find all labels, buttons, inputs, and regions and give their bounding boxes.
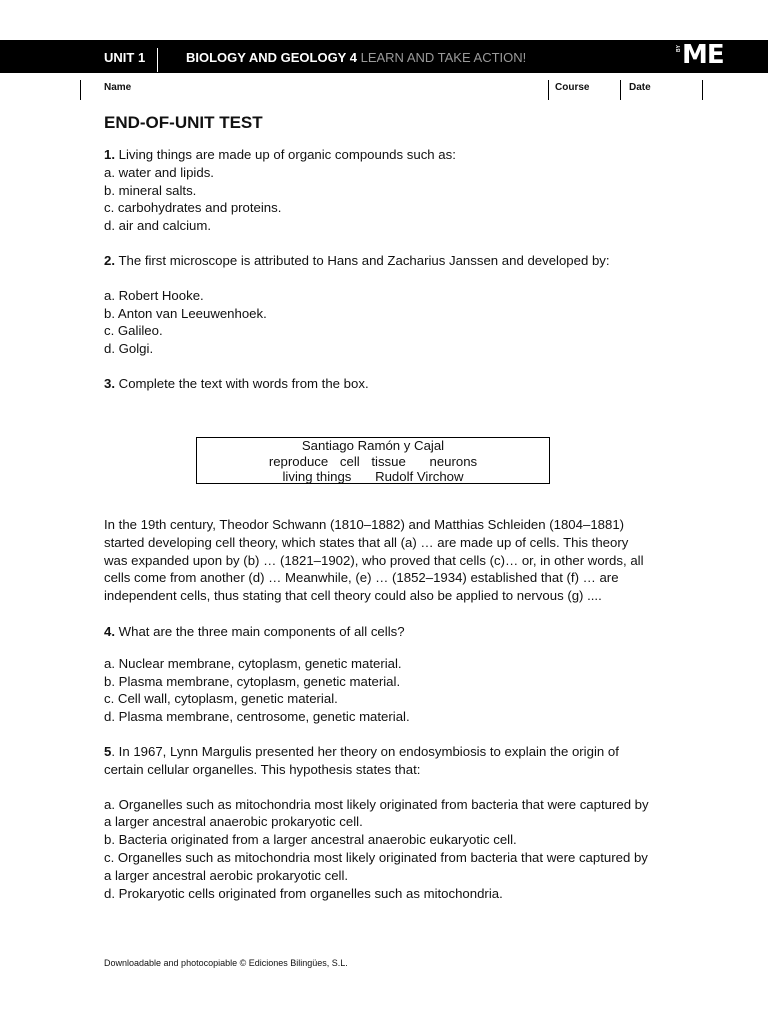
word-box-word: tissue	[371, 453, 406, 469]
cloze-paragraph	[104, 516, 704, 902]
question-2	[104, 252, 704, 270]
subject-title	[186, 50, 526, 65]
logo-small-text: BY	[676, 45, 682, 52]
logo-text: ME	[682, 40, 724, 70]
word-box-line-3	[197, 469, 549, 485]
option: d. Golgi.	[104, 341, 154, 357]
option: b. Anton van Leeuwenhoek.	[104, 305, 267, 321]
option: a. Robert Hooke.	[104, 287, 204, 303]
option: d. Prokaryotic cells originated from organelles such as mitochondria.	[104, 885, 503, 901]
subject-light: LEARN AND TAKE ACTION!	[360, 50, 527, 65]
form-divider	[548, 80, 549, 100]
question-5	[104, 743, 704, 779]
header-bar	[0, 40, 768, 73]
word-box-word: Santiago Ramón y Cajal	[301, 438, 445, 453]
form-divider	[620, 80, 621, 100]
option: a larger ancestral anaerobic prokaryotic cell.	[104, 814, 363, 830]
word-box-word: reproduce	[268, 453, 329, 469]
form-divider	[702, 80, 703, 100]
subject-bold: BIOLOGY AND GEOLOGY 4	[186, 50, 357, 65]
question-3	[104, 375, 704, 393]
option: c. Galileo.	[104, 323, 163, 339]
option: c. Cell wall, cytoplasm, genetic material.	[104, 691, 338, 707]
question-number: 4.	[104, 623, 115, 639]
option: d. air and calcium.	[104, 218, 212, 234]
student-info-row	[80, 80, 704, 100]
question-1-options	[104, 164, 704, 235]
option: a. Organelles such as mitochondria most likely originated from bacteria that were captured by	[104, 796, 649, 812]
option: c. carbohydrates and proteins.	[104, 200, 282, 216]
question-5-options	[104, 796, 704, 903]
question-number: 1.	[104, 147, 115, 162]
option: c. Organelles such as mitochondria most likely originated from bacteria that were captured by	[104, 849, 648, 865]
question-number: 5	[104, 743, 112, 759]
word-box	[196, 437, 550, 484]
question-number: 2.	[104, 252, 115, 268]
option: b. mineral salts.	[104, 182, 197, 198]
paragraph-line: started developing cell theory, which states that all (a) … are made up of cells. This theory	[104, 534, 629, 550]
word-box-word: neurons	[429, 453, 478, 469]
questions	[104, 146, 704, 393]
option: a. Nuclear membrane, cytoplasm, genetic material.	[104, 655, 402, 671]
option: a larger ancestral aerobic prokaryotic cell.	[104, 867, 349, 883]
word-box-line-1	[197, 438, 549, 454]
option: b. Plasma membrane, cytoplasm, genetic material.	[104, 673, 401, 689]
paragraph-line: was expanded upon by (b) … (1821–1902), who proved that cells (c)… or, in other words, all	[104, 552, 644, 568]
paragraph-line: cells come from another (d) … Meanwhile, (e) … (1852–1934) established that (f) … are	[104, 570, 619, 586]
unit-label: UNIT 1	[104, 50, 146, 65]
word-box-word: living things	[282, 469, 352, 484]
question-text-line-1	[104, 743, 704, 761]
option: b. Bacteria originated from a larger ancestral anaerobic eukaryotic cell.	[104, 832, 517, 848]
question-text: The first microscope is attributed to Hans and Zacharius Janssen and developed by:	[118, 252, 610, 268]
question-2-options	[104, 287, 704, 358]
word-box-word: Rudolf Virchow	[375, 469, 464, 484]
publisher-logo	[676, 40, 726, 70]
paragraph-line: In the 19th century, Theodor Schwann (1810–1882) and Matthias Schleiden (1804–1881)	[104, 517, 625, 532]
question-4	[104, 623, 704, 641]
option: a. water and lipids.	[104, 164, 214, 180]
question-text: Living things are made up of organic compounds such as:	[118, 147, 456, 162]
date-label: Date	[629, 82, 651, 93]
question-1	[104, 146, 704, 164]
question-text: What are the three main components of all cells?	[118, 623, 405, 639]
form-divider	[80, 80, 81, 100]
question-number: 3.	[104, 375, 115, 391]
name-label: Name	[104, 82, 132, 93]
question-text-line-2: certain cellular organelles. This hypothesis states that:	[104, 761, 421, 777]
header-divider	[157, 48, 158, 72]
footer-copyright: Downloadable and photocopiable © Ediciones Bilingües, S.L.	[104, 958, 348, 968]
question-text: . In 1967, Lynn Margulis presented her theory on endosymbiosis to explain the origin of	[111, 743, 619, 759]
word-box-line-2	[197, 454, 549, 470]
page-title: END-OF-UNIT TEST	[104, 113, 263, 132]
question-text: Complete the text with words from the box.	[118, 375, 369, 391]
word-box-word: cell	[339, 453, 360, 469]
option: d. Plasma membrane, centrosome, genetic material.	[104, 709, 410, 725]
question-4-options	[104, 655, 704, 726]
paragraph-line: independent cells, thus stating that cell theory could also be applied to nervous (g) ....	[104, 588, 602, 604]
course-label: Course	[555, 82, 590, 93]
